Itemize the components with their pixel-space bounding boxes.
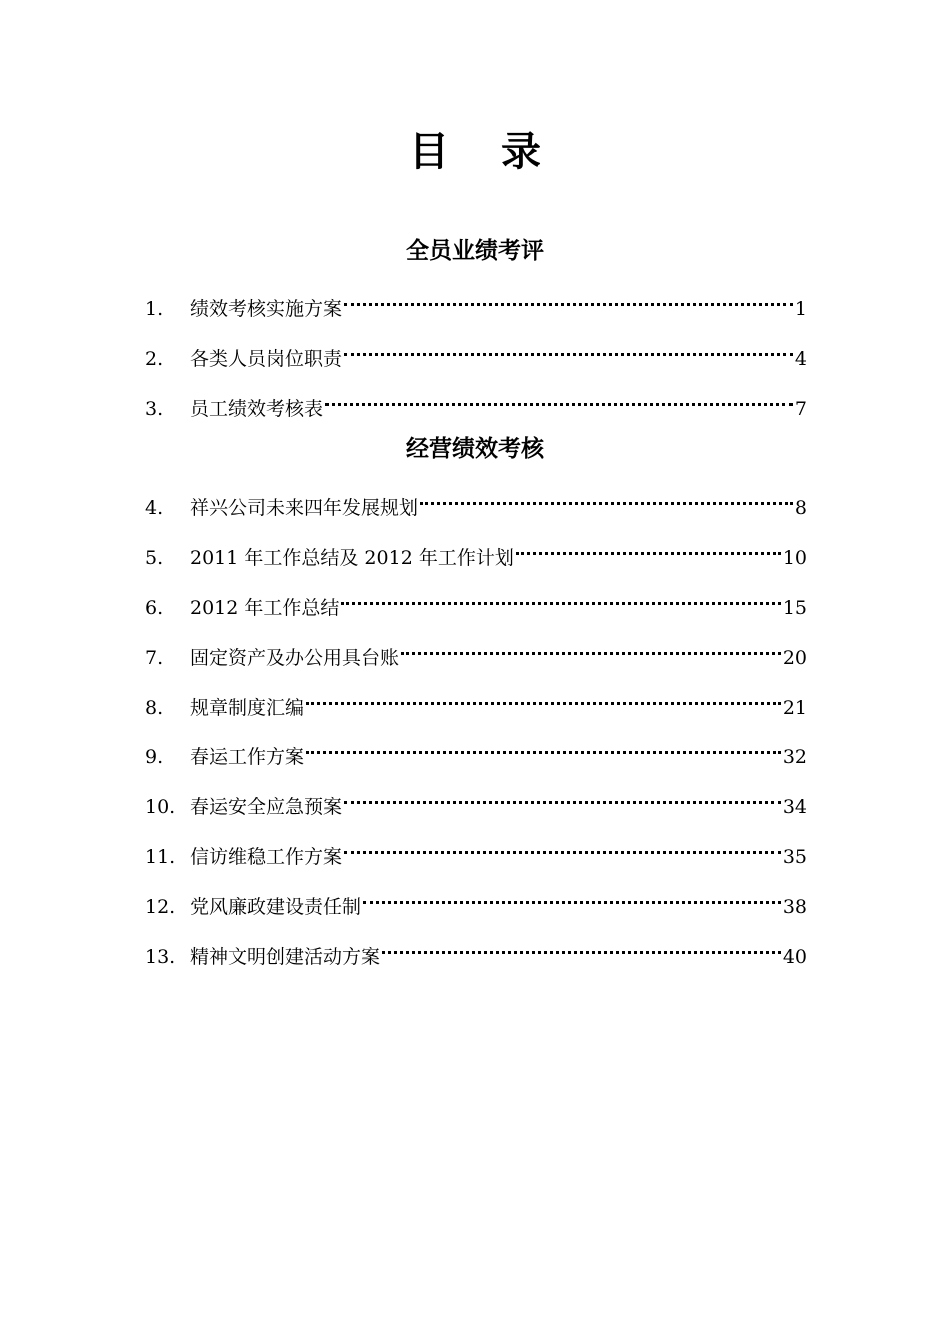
toc-entry[interactable] [145, 335, 807, 370]
toc-entry-title: 绩效考核实施方案 [190, 298, 343, 320]
toc-entry-title: 党风廉政建设责任制 [190, 896, 362, 918]
toc-entry-number: 8. [145, 697, 164, 719]
toc-entry[interactable] [145, 385, 807, 420]
toc-entry-page: 40 [782, 946, 807, 968]
toc-entry-number: 3. [145, 398, 164, 420]
page-title-char-2: 录 [501, 129, 541, 175]
page-title [0, 122, 950, 182]
toc-entry-page: 21 [782, 697, 807, 719]
toc-entry-title: 规章制度汇编 [190, 697, 305, 719]
toc-entry-page: 35 [782, 846, 807, 868]
toc-entry-title: 春运工作方案 [190, 746, 305, 768]
toc-entry-page: 4 [794, 348, 807, 370]
toc-entry-title: 员工绩效考核表 [190, 398, 324, 420]
section-heading: 全员业绩考评 [406, 238, 544, 264]
dot-leader [306, 733, 781, 763]
toc-entry[interactable] [145, 484, 807, 519]
toc-entry-number: 6. [145, 597, 164, 619]
dot-leader [325, 385, 793, 415]
toc-entry-title: 2011 年工作总结及 2012 年工作计划 [190, 547, 514, 569]
dot-leader [341, 584, 780, 614]
toc-entry[interactable] [145, 933, 807, 968]
toc-entry-number: 9. [145, 746, 164, 768]
toc-entry-page: 8 [794, 497, 807, 519]
toc-entry-number: 13. [145, 946, 176, 968]
toc-entry-page: 20 [782, 647, 807, 669]
dot-leader [344, 833, 781, 863]
toc-entry-number: 5. [145, 547, 164, 569]
toc-entry-number: 4. [145, 497, 164, 519]
toc-entry-title: 祥兴公司未来四年发展规划 [190, 497, 419, 519]
toc-entry-page: 1 [794, 298, 807, 320]
toc-entry-number: 2. [145, 348, 164, 370]
dot-leader [344, 783, 781, 813]
toc-entry-title: 2012 年工作总结 [190, 597, 340, 619]
dot-leader [363, 883, 781, 913]
dot-leader [344, 285, 793, 315]
toc-entry-title: 各类人员岗位职责 [190, 348, 343, 370]
dot-leader [306, 684, 781, 714]
toc-entry-page: 32 [782, 746, 807, 768]
toc-entry[interactable] [145, 833, 807, 868]
toc-entry[interactable] [145, 883, 807, 918]
toc-entry[interactable] [145, 684, 807, 719]
toc-entry-page: 34 [782, 796, 807, 818]
toc-entry-number: 7. [145, 647, 164, 669]
toc-entry-page: 7 [794, 398, 807, 420]
toc-entry-number: 10. [145, 796, 176, 818]
section-heading: 经营绩效考核 [406, 436, 544, 462]
toc-entry[interactable] [145, 733, 807, 768]
toc-entry-title: 精神文明创建活动方案 [190, 946, 381, 968]
toc-entry[interactable] [145, 285, 807, 320]
toc-entry-page: 15 [782, 597, 807, 619]
dot-leader [516, 534, 781, 564]
toc-entry[interactable] [145, 634, 807, 669]
toc-entry[interactable] [145, 584, 807, 619]
toc-entry-title: 春运安全应急预案 [190, 796, 343, 818]
dot-leader [401, 634, 781, 664]
toc-entry-number: 1. [145, 298, 164, 320]
dot-leader [420, 484, 793, 514]
toc-entry[interactable] [145, 783, 807, 818]
toc-entry-title: 信访维稳工作方案 [190, 846, 343, 868]
toc-entry-number: 12. [145, 896, 176, 918]
dot-leader [382, 933, 781, 963]
page-title-char-1: 目 [409, 129, 449, 175]
dot-leader [344, 335, 793, 365]
toc-entry-page: 10 [782, 547, 807, 569]
toc-entry-number: 11. [145, 846, 176, 868]
toc-entry-title: 固定资产及办公用具台账 [190, 647, 400, 669]
toc-entry-page: 38 [782, 896, 807, 918]
toc-entry[interactable] [145, 534, 807, 569]
